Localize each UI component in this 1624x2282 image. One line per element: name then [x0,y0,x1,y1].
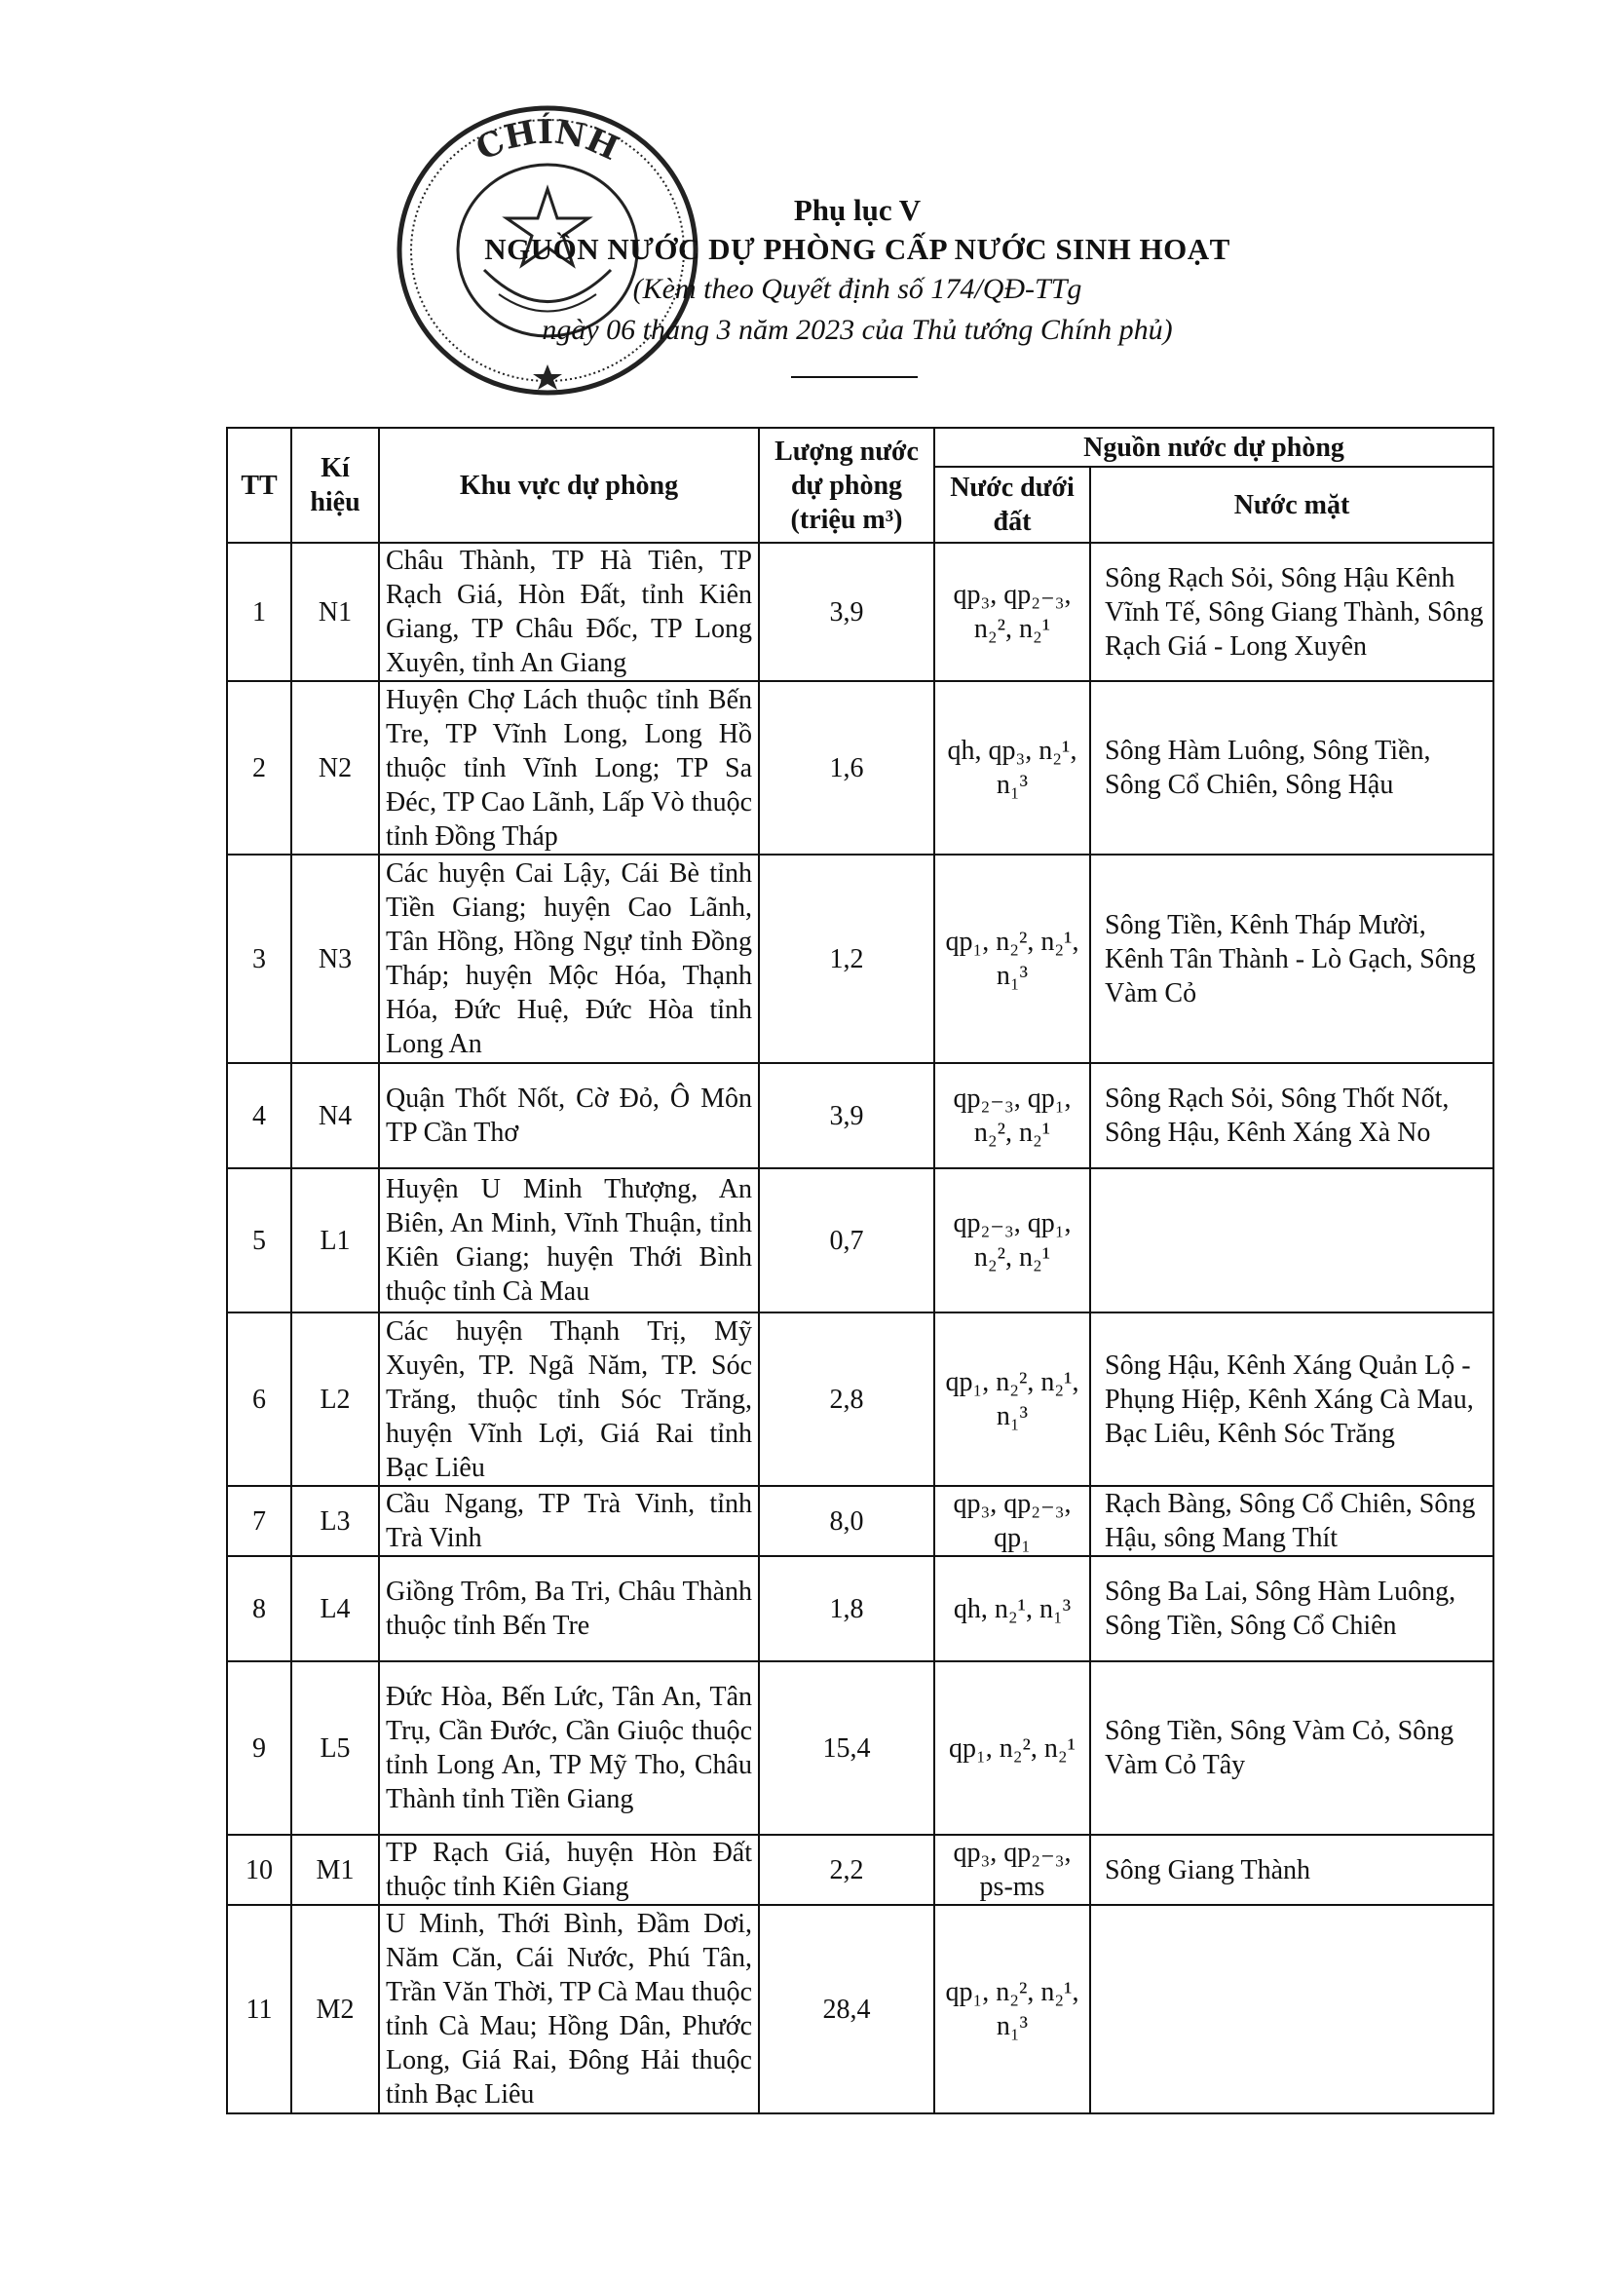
row-area: Giồng Trôm, Ba Tri, Châu Thành thuộc tỉnh Bến Tre [379,1556,759,1661]
row-surface-water: Sông Hậu, Kênh Xáng Quản Lộ - Phụng Hiệp, Kênh Xáng Cà Mau, Bạc Liêu, Kênh Sóc Trăng [1090,1312,1493,1486]
table-row [227,1486,1493,1556]
row-code: L1 [291,1168,379,1312]
header-nguon-nuoc: Nguồn nước dự phòng [934,428,1493,467]
row-volume: 8,0 [759,1486,934,1556]
row-tt: 5 [227,1168,291,1312]
row-code: L5 [291,1661,379,1835]
header-khu-vuc: Khu vực dự phòng [379,428,759,543]
reserve-water-table [226,427,1494,2114]
row-volume: 3,9 [759,543,934,681]
row-groundwater: qp₂₋₃, qp₁, n₂², n₂¹ [934,1168,1090,1312]
row-area: Đức Hòa, Bến Lức, Tân An, Tân Trụ, Cần Đước, Cần Giuộc thuộc tỉnh Long An, TP Mỹ Tho, Châu Thành tỉnh Tiền Giang [379,1661,759,1835]
table-row [227,1556,1493,1661]
row-groundwater: qp₃, qp₂₋₃, qp₁ [934,1486,1090,1556]
row-surface-water: Sông Tiền, Sông Vàm Cỏ, Sông Vàm Cỏ Tây [1090,1661,1493,1835]
table-row [227,543,1493,681]
document-title: NGUỒN NƯỚC DỰ PHÒNG CẤP NƯỚC SINH HOẠT [484,232,1230,266]
row-code: M1 [291,1835,379,1905]
subtitle-line-2: ngày 06 tháng 3 năm 2023 của Thủ tướng Chính phủ) [542,314,1173,346]
row-volume: 1,8 [759,1556,934,1661]
row-groundwater: qp₃, qp₂₋₃, ps-ms [934,1835,1090,1905]
row-groundwater: qh, n₂¹, n₁³ [934,1556,1090,1661]
title-divider [791,376,918,378]
row-groundwater: qp₁, n₂², n₂¹, n₁³ [934,1905,1090,2113]
appendix-label: Phụ lục V [793,193,922,227]
row-area: Cầu Ngang, TP Trà Vinh, tỉnh Trà Vinh [379,1486,759,1556]
header-luong-nuoc: Lượng nước dự phòng (triệu m³) [759,428,934,543]
row-code: M2 [291,1905,379,2113]
row-groundwater: qp₂₋₃, qp₁, n₂², n₂¹ [934,1063,1090,1168]
row-groundwater: qp₁, n₂², n₂¹, n₁³ [934,1312,1090,1486]
row-surface-water: Sông Giang Thành [1090,1835,1493,1905]
table-row [227,1312,1493,1486]
seal-text-top: CHÍNH [470,112,624,170]
row-groundwater: qh, qp₃, n₂¹, n₁³ [934,681,1090,855]
row-volume: 2,2 [759,1835,934,1905]
row-volume: 3,9 [759,1063,934,1168]
row-groundwater: qp₁, n₂², n₂¹ [934,1661,1090,1835]
table-row [227,1661,1493,1835]
row-surface-water: Rạch Bàng, Sông Cổ Chiên, Sông Hậu, sông Mang Thít [1090,1486,1493,1556]
row-tt: 11 [227,1905,291,2113]
table-row [227,681,1493,855]
row-area: Quận Thốt Nốt, Cờ Đỏ, Ô Môn TP Cần Thơ [379,1063,759,1168]
row-area: Huyện Chợ Lách thuộc tỉnh Bến Tre, TP Vĩnh Long, Long Hồ thuộc tỉnh Vĩnh Long; TP Sa Đéc, TP Cao Lãnh, Lấp Vò thuộc tỉnh Đồng Tháp [379,681,759,855]
row-area: Các huyện Cai Lậy, Cái Bè tỉnh Tiền Giang; huyện Cao Lãnh, Tân Hồng, Hồng Ngự tỉnh Đồng Tháp; huyện Mộc Hóa, Thạnh Hóa, Đức Huệ, Đức Hòa tỉnh Long An [379,855,759,1063]
header-tt: TT [227,428,291,543]
row-code: N2 [291,681,379,855]
row-area: U Minh, Thới Bình, Đầm Dơi, Năm Căn, Cái Nước, Phú Tân, Trần Văn Thời, TP Cà Mau thuộc tỉnh Cà Mau; Hồng Dân, Phước Long, Giá Rai, Đông Hải thuộc tỉnh Bạc Liêu [379,1905,759,2113]
row-tt: 6 [227,1312,291,1486]
row-area: TP Rạch Giá, huyện Hòn Đất thuộc tỉnh Kiên Giang [379,1835,759,1905]
row-volume: 2,8 [759,1312,934,1486]
row-surface-water: Sông Rạch Sỏi, Sông Hậu Kênh Vĩnh Tế, Sông Giang Thành, Sông Rạch Giá - Long Xuyên [1090,543,1493,681]
row-volume: 0,7 [759,1168,934,1312]
row-tt: 1 [227,543,291,681]
row-tt: 8 [227,1556,291,1661]
header-nuoc-duoi-dat: Nước dưới đất [934,467,1090,543]
row-area: Các huyện Thạnh Trị, Mỹ Xuyên, TP. Ngã Năm, TP. Sóc Trăng, thuộc tỉnh Sóc Trăng, huyện Vĩnh Lợi, Giá Rai tỉnh Bạc Liêu [379,1312,759,1486]
row-surface-water [1090,1905,1493,2113]
row-code: L3 [291,1486,379,1556]
row-volume: 15,4 [759,1661,934,1835]
row-tt: 10 [227,1835,291,1905]
row-surface-water: Sông Tiền, Kênh Tháp Mười, Kênh Tân Thành - Lò Gạch, Sông Vàm Cỏ [1090,855,1493,1063]
row-code: N3 [291,855,379,1063]
row-tt: 7 [227,1486,291,1556]
row-tt: 9 [227,1661,291,1835]
row-groundwater: qp₃, qp₂₋₃, n₂², n₂¹ [934,543,1090,681]
row-area: Huyện U Minh Thượng, An Biên, An Minh, Vĩnh Thuận, tỉnh Kiên Giang; huyện Thới Bình thuộc tỉnh Cà Mau [379,1168,759,1312]
header-nuoc-mat: Nước mặt [1090,467,1493,543]
row-tt: 3 [227,855,291,1063]
row-area: Châu Thành, TP Hà Tiên, TP Rạch Giá, Hòn Đất, tỉnh Kiên Giang, TP Châu Đốc, TP Long Xuyên, tỉnh An Giang [379,543,759,681]
row-groundwater: qp₁, n₂², n₂¹, n₁³ [934,855,1090,1063]
row-tt: 2 [227,681,291,855]
row-volume: 1,2 [759,855,934,1063]
row-code: N4 [291,1063,379,1168]
row-code: N1 [291,543,379,681]
row-code: L4 [291,1556,379,1661]
row-code: L2 [291,1312,379,1486]
table-row [227,1835,1493,1905]
document-header [370,191,1344,351]
row-tt: 4 [227,1063,291,1168]
row-surface-water [1090,1168,1493,1312]
row-surface-water: Sông Rạch Sỏi, Sông Thốt Nốt, Sông Hậu, Kênh Xáng Xà No [1090,1063,1493,1168]
table-row [227,1168,1493,1312]
table-row [227,1063,1493,1168]
header-ki-hieu: Kí hiệu [291,428,379,543]
row-volume: 28,4 [759,1905,934,2113]
subtitle-line-1: (Kèm theo Quyết định số 174/QĐ-TTg [632,273,1082,305]
row-surface-water: Sông Ba Lai, Sông Hàm Luông, Sông Tiền, Sông Cổ Chiên [1090,1556,1493,1661]
table-row [227,1905,1493,2113]
row-volume: 1,6 [759,681,934,855]
row-surface-water: Sông Hàm Luông, Sông Tiền, Sông Cổ Chiên, Sông Hậu [1090,681,1493,855]
table-row [227,855,1493,1063]
